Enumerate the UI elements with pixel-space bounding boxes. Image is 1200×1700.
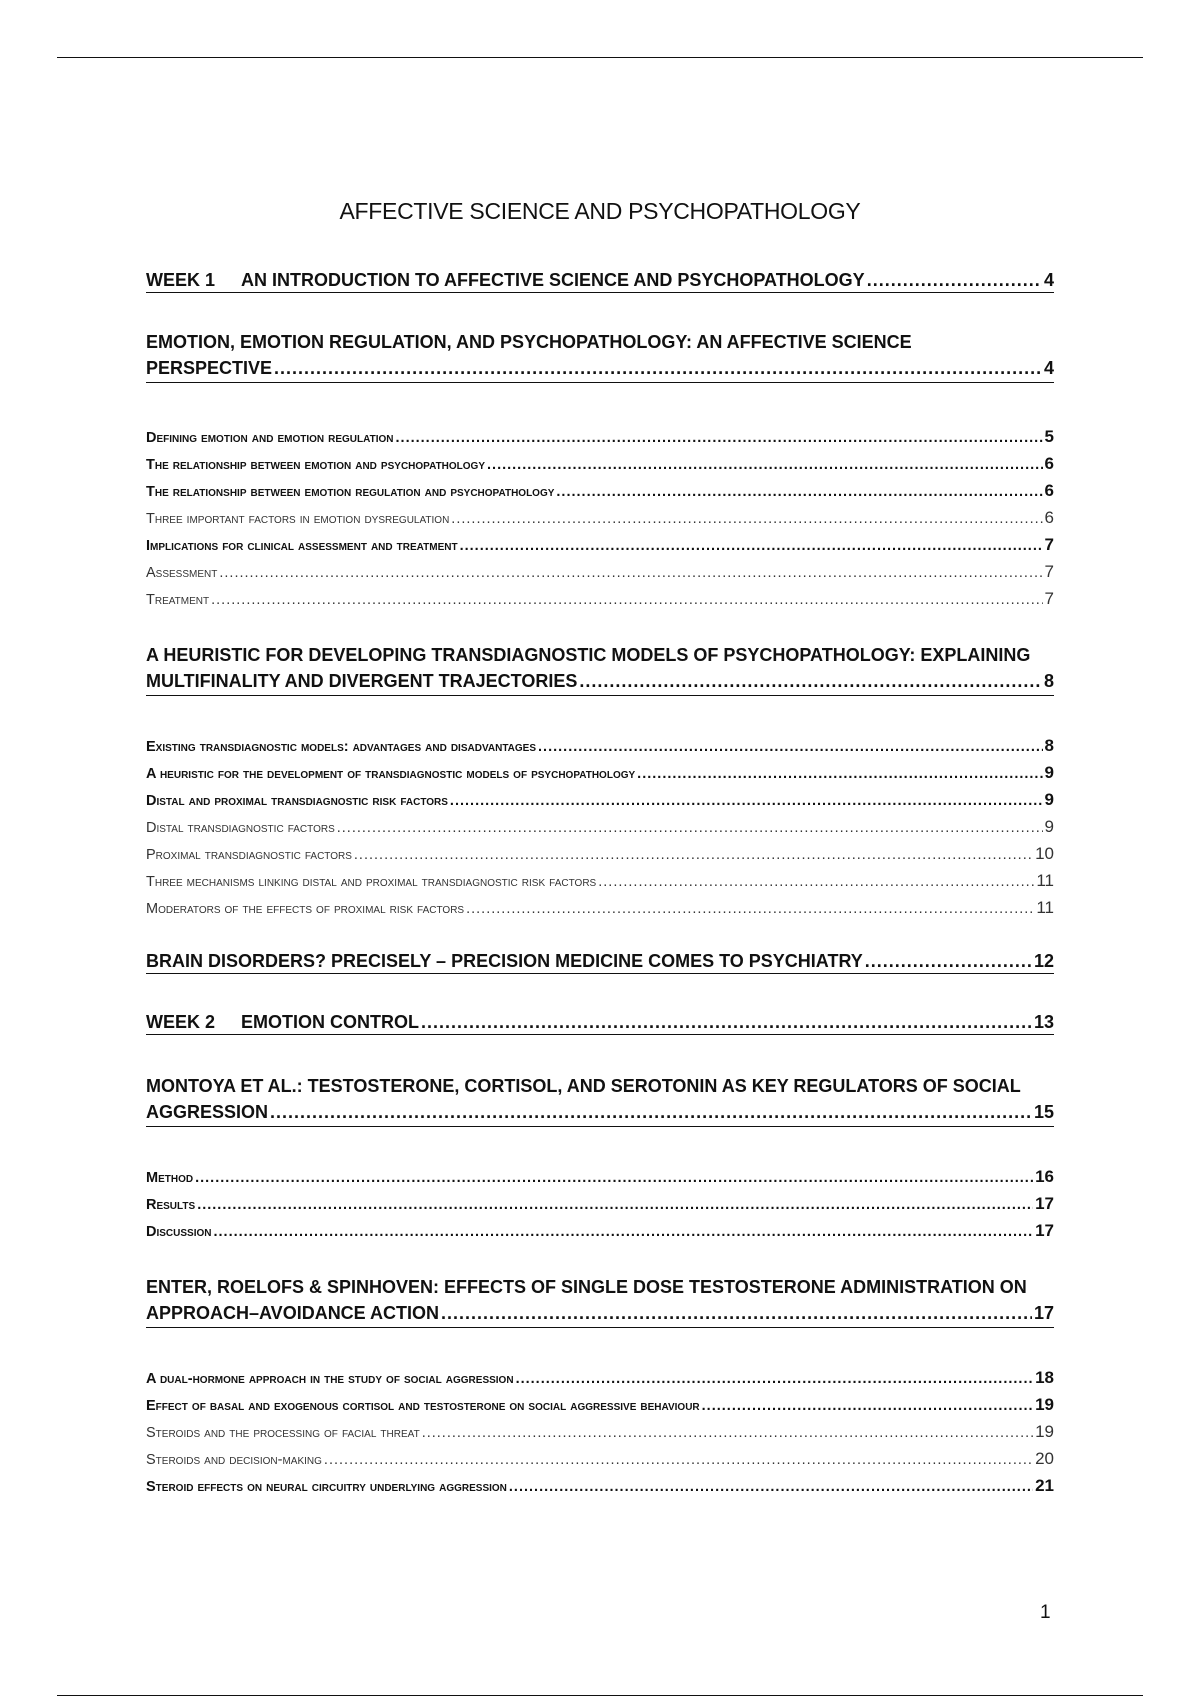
toc-entry[interactable] (146, 531, 1054, 558)
toc-entry-title: BRAIN DISORDERS? PRECISELY – PRECISION MEDICINE COMES TO PSYCHIATRY (146, 951, 863, 971)
toc-entry-title: The relationship between emotion regulation and psychopathology (146, 484, 555, 500)
dot-leader (422, 1420, 1033, 1447)
toc-entry-title: EMOTION CONTROL (241, 1012, 419, 1032)
dot-leader (219, 560, 1042, 587)
dot-leader (466, 896, 1034, 923)
toc-entry[interactable] (146, 840, 1054, 867)
dot-leader (867, 270, 1042, 291)
dot-leader (213, 1219, 1033, 1246)
dot-leader (460, 533, 1043, 560)
header-rule (57, 57, 1143, 58)
toc-entry[interactable] (146, 270, 1054, 293)
toc-entry-page: 6 (1044, 481, 1054, 500)
toc-entry[interactable] (146, 1217, 1054, 1244)
toc-entry[interactable] (146, 1364, 1054, 1391)
toc-entry[interactable] (146, 786, 1054, 813)
dot-leader (450, 788, 1043, 815)
toc-entry[interactable] (146, 450, 1054, 477)
footer-rule (57, 1695, 1143, 1696)
week-label: WEEK 1 (146, 270, 216, 290)
document-title: AFFECTIVE SCIENCE AND PSYCHOPATHOLOGY (339, 198, 861, 224)
toc-entry-page: 19 (1035, 1422, 1054, 1441)
toc-entry-page: 20 (1035, 1449, 1054, 1468)
toc-entry-title: Results (146, 1197, 196, 1213)
toc-entry-page: 8 (1044, 736, 1054, 755)
toc-entry-title-line1: EMOTION, EMOTION REGULATION, AND PSYCHOPATHOLOGY: AN AFFECTIVE SCIENCE (146, 332, 912, 352)
toc-entry-page: 17 (1035, 1221, 1054, 1240)
dot-leader (637, 761, 1042, 788)
toc-entry-title-line2: APPROACH–AVOIDANCE ACTION (146, 1303, 440, 1323)
toc-entry-title: Treatment (146, 592, 210, 608)
toc-entry-title: Steroids and the processing of facial threat (146, 1425, 420, 1441)
dot-leader (516, 1366, 1034, 1393)
toc-entry[interactable] (146, 1190, 1054, 1217)
toc-entry[interactable] (146, 642, 1054, 696)
toc-entry-page: 5 (1044, 427, 1054, 446)
dot-leader (421, 1012, 1032, 1033)
toc-entry-page: 17 (1033, 1303, 1054, 1323)
toc-entry[interactable] (146, 867, 1054, 894)
toc-entry[interactable] (146, 1445, 1054, 1472)
toc-entry-title: Steroid effects on neural circuitry underlying aggression (146, 1479, 507, 1495)
toc-entry[interactable] (146, 951, 1054, 974)
toc-entry-page: 10 (1035, 844, 1054, 863)
toc-entry-title-line2: MULTIFINALITY AND DIVERGENT TRAJECTORIES (146, 671, 578, 691)
toc-entry-page: 9 (1044, 790, 1054, 809)
toc-entry-title: Assessment (146, 565, 218, 581)
toc-entry-title: Proximal transdiagnostic factors (146, 847, 352, 863)
toc-entry[interactable] (146, 1163, 1054, 1190)
dot-leader (865, 951, 1032, 972)
toc-entry-page: 7 (1044, 562, 1054, 581)
toc-entry-page: 4 (1043, 358, 1054, 378)
toc-entry-title: Distal and proximal transdiagnostic risk factors (146, 793, 448, 809)
dot-leader (396, 425, 1043, 452)
toc-entry-page: 21 (1035, 1476, 1054, 1495)
toc-entry[interactable] (146, 732, 1054, 759)
toc-entry-title: Three mechanisms linking distal and proximal transdiagnostic risk factors (146, 874, 597, 890)
dot-leader (538, 734, 1043, 761)
toc-entry[interactable] (146, 1274, 1054, 1328)
dot-leader (195, 1165, 1033, 1192)
toc-entry-page: 6 (1044, 508, 1054, 527)
toc-entry[interactable] (146, 1073, 1054, 1127)
toc-entry[interactable] (146, 477, 1054, 504)
toc-entry-title: Steroids and decision-making (146, 1452, 322, 1468)
toc-entry[interactable] (146, 1472, 1054, 1499)
toc-entry-title: Moderators of the effects of proximal risk factors (146, 901, 465, 917)
toc-entry-title-line2: AGGRESSION (146, 1102, 269, 1122)
toc-entry[interactable] (146, 585, 1054, 612)
dot-leader (702, 1393, 1033, 1420)
toc-entry-title-line1: ENTER, ROELOFS & SPINHOVEN: EFFECTS OF SINGLE DOSE TESTOSTERONE ADMINISTRATION ON (146, 1277, 1027, 1297)
toc-entry-page: 11 (1036, 871, 1054, 890)
toc-entry-title-line2: PERSPECTIVE (146, 358, 273, 378)
dot-leader (451, 506, 1042, 533)
dot-leader (354, 842, 1033, 869)
dot-leader (197, 1192, 1033, 1219)
dot-leader (556, 479, 1042, 506)
toc-entry-page: 9 (1044, 817, 1054, 836)
toc-entry[interactable] (146, 813, 1054, 840)
dot-leader (598, 869, 1034, 896)
dot-leader (441, 1300, 1032, 1326)
toc-entry-page: 19 (1035, 1395, 1054, 1414)
dot-leader (487, 452, 1043, 479)
toc-entry-title: Method (146, 1170, 194, 1186)
toc-entry-title: Discussion (146, 1224, 212, 1240)
toc-entry[interactable] (146, 423, 1054, 450)
dot-leader (274, 355, 1042, 381)
toc-entry-title: AN INTRODUCTION TO AFFECTIVE SCIENCE AND PSYCHOPATHOLOGY (241, 270, 865, 290)
toc-entry-title: Defining emotion and emotion regulation (146, 430, 394, 446)
week-label: WEEK 2 (146, 1012, 216, 1032)
toc-entry-page: 15 (1033, 1102, 1054, 1122)
toc-entry-page: 4 (1043, 270, 1054, 290)
dot-leader (270, 1099, 1032, 1125)
dot-leader (211, 587, 1042, 614)
toc-entry[interactable] (146, 1012, 1054, 1035)
toc-entry-page: 12 (1033, 951, 1054, 971)
dot-leader (579, 668, 1042, 694)
toc-entry-page: 13 (1033, 1012, 1054, 1032)
toc-entry-title: Effect of basal and exogenous cortisol and testosterone on social aggressive behaviour (146, 1398, 700, 1414)
toc-entry[interactable] (146, 1391, 1054, 1418)
dot-leader (509, 1474, 1033, 1501)
toc-entry-title: Implications for clinical assessment and treatment (146, 538, 458, 554)
toc-entry-title-line1: A HEURISTIC FOR DEVELOPING TRANSDIAGNOSTIC MODELS OF PSYCHOPATHOLOGY: EXPLAINING (146, 645, 1031, 665)
toc-entry-page: 9 (1044, 763, 1054, 782)
dot-leader (324, 1447, 1033, 1474)
page-number: 1 (1040, 1602, 1051, 1623)
dot-leader (337, 815, 1043, 842)
toc-entry-page: 7 (1044, 589, 1054, 608)
toc-entry-title: The relationship between emotion and psychopathology (146, 457, 486, 473)
toc-entry[interactable] (146, 504, 1054, 531)
toc-entry-title: Three important factors in emotion dysregulation (146, 511, 450, 527)
toc-entry-title: Existing transdiagnostic models: advantages and disadvantages (146, 739, 537, 755)
table-of-contents (146, 270, 1054, 1499)
toc-entry[interactable] (146, 329, 1054, 383)
toc-entry-page: 6 (1044, 454, 1054, 473)
toc-entry-title: Distal transdiagnostic factors (146, 820, 335, 836)
toc-entry-title: A dual-hormone approach in the study of social aggression (146, 1371, 514, 1387)
toc-entry-page: 11 (1036, 898, 1054, 917)
toc-entry-page: 18 (1035, 1368, 1054, 1387)
toc-entry[interactable] (146, 759, 1054, 786)
toc-entry-title-line1: MONTOYA ET AL.: TESTOSTERONE, CORTISOL, AND SEROTONIN AS KEY REGULATORS OF SOCIAL (146, 1076, 1021, 1096)
toc-entry-page: 8 (1043, 671, 1054, 691)
toc-entry-title: A heuristic for the development of transdiagnostic models of psychopathology (146, 766, 636, 782)
toc-entry[interactable] (146, 894, 1054, 921)
toc-entry-page: 17 (1035, 1194, 1054, 1213)
toc-entry-page: 16 (1035, 1167, 1054, 1186)
toc-entry-page: 7 (1044, 535, 1054, 554)
toc-entry[interactable] (146, 558, 1054, 585)
toc-entry[interactable] (146, 1418, 1054, 1445)
